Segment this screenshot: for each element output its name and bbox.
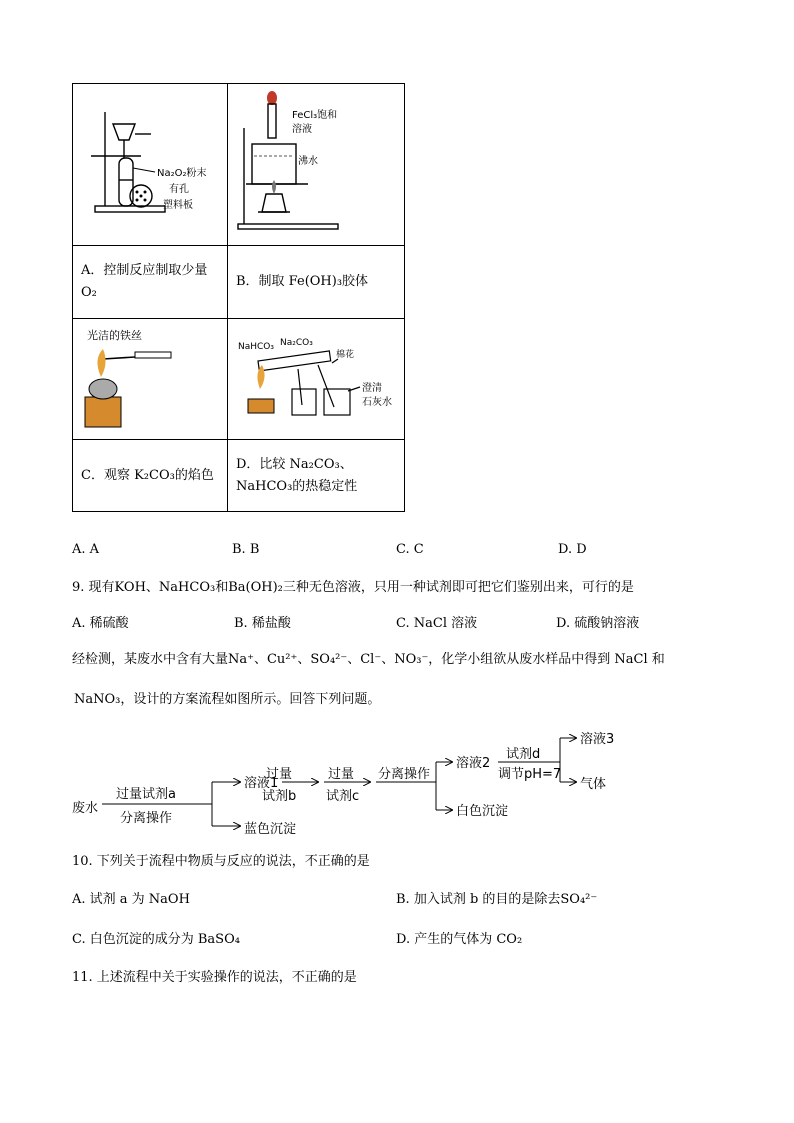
q10-stem: 10. 下列关于流程中物质与反应的说法，不正确的是 — [72, 854, 370, 869]
flow-step-c-bottom: 试剂c — [326, 789, 360, 804]
q9-option-c: C. NaCl 溶液 — [396, 616, 478, 631]
flow-step-a-bottom: 分离操作 — [120, 811, 173, 826]
process-flow-diagram — [72, 726, 632, 842]
q10-option-c: C. 白色沉淀的成分为 BaSO₄ — [72, 932, 240, 947]
flow-gas: 气体 — [580, 777, 607, 792]
intro-line-1: 经检测，某废水中含有大量Na⁺、Cu²⁺、SO₄²⁻、Cl⁻、NO₃⁻，化学小组欲从废水样品中得到 NaCl 和 — [72, 652, 665, 667]
label-na2co3: Na₂CO₃ — [280, 338, 313, 348]
flow-step-c-top: 过量 — [328, 767, 355, 782]
q9-stem: 9. 现有KOH、NaHCO₃和Ba(OH)₂三种无色溶液，只用一种试剂即可把它们鉴别出来，可行的是 — [72, 580, 634, 595]
apparatus-b-figure — [228, 84, 404, 241]
flow-waste: 废水 — [72, 801, 99, 816]
apparatus-c-figure — [73, 319, 227, 435]
flow-step-b-top: 过量 — [266, 767, 293, 782]
apparatus-a-figure — [73, 84, 227, 241]
label-solution: 溶液 — [292, 124, 312, 135]
flow-step-d-bottom: 调节pH=7 — [498, 767, 562, 782]
caption-b: B．制取 Fe(OH)₃胶体 — [228, 246, 405, 319]
label-cotton: 棉花 — [336, 350, 355, 360]
apparatus-d-cell — [228, 319, 405, 440]
q8-option-a: A. A — [72, 542, 100, 557]
label-boiling-water: 沸水 — [298, 156, 318, 167]
q8-option-b: B. B — [232, 542, 260, 557]
label-hole: 有孔 — [169, 184, 189, 195]
q10-option-b: B. 加入试剂 b 的目的是除去SO₄²⁻ — [396, 892, 598, 907]
caption-d: D．比较 Na₂CO₃、 NaHCO₃的热稳定性 — [228, 440, 405, 512]
flow-solution-1: 溶液1 — [244, 776, 279, 791]
apparatus-c-cell — [73, 319, 228, 440]
apparatus-table — [72, 83, 405, 512]
caption-a: A．控制反应制取少量 O₂ — [73, 246, 228, 319]
q8-option-d: D. D — [558, 542, 587, 557]
label-plastic-plate: 塑料板 — [163, 200, 193, 211]
apparatus-b-cell — [228, 84, 405, 246]
label-na2o2: Na₂O₂粉末 — [157, 168, 207, 179]
flow-blue-precipitate: 蓝色沉淀 — [244, 822, 297, 837]
q9-option-d: D. 硫酸钠溶液 — [556, 616, 640, 631]
q10-option-d: D. 产生的气体为 CO₂ — [396, 932, 523, 947]
q10-option-a: A. 试剂 a 为 NaOH — [72, 892, 190, 907]
apparatus-a-cell — [73, 84, 228, 246]
q11-stem: 11. 上述流程中关于实验操作的说法，不正确的是 — [72, 970, 357, 985]
label-iron-wire: 光洁的铁丝 — [87, 329, 142, 342]
label-limewater-1: 澄清 — [362, 383, 382, 394]
label-fecl3: FeCl₃饱和 — [292, 110, 338, 121]
caption-c: C．观察 K₂CO₃的焰色 — [73, 440, 228, 512]
flow-white-precipitate: 白色沉淀 — [456, 804, 509, 819]
flow-step-d-top: 试剂d — [506, 747, 541, 762]
q9-option-a: A. 稀硫酸 — [72, 616, 129, 631]
q8-option-c: C. C — [396, 542, 424, 557]
label-nahco3: NaHCO₃ — [238, 342, 274, 352]
flow-step-a-top: 过量试剂a — [116, 787, 176, 802]
flow-solution-3: 溶液3 — [580, 732, 615, 747]
intro-line-2: NaNO₃，设计的方案流程如图所示。回答下列问题。 — [74, 692, 381, 707]
flow-solution-2: 溶液2 — [456, 756, 491, 771]
q9-option-b: B. 稀盐酸 — [234, 616, 291, 631]
flow-separation: 分离操作 — [378, 767, 431, 782]
label-limewater-2: 石灰水 — [362, 397, 392, 408]
apparatus-d-figure — [228, 319, 404, 435]
flow-step-b-bottom: 试剂b — [262, 789, 297, 804]
